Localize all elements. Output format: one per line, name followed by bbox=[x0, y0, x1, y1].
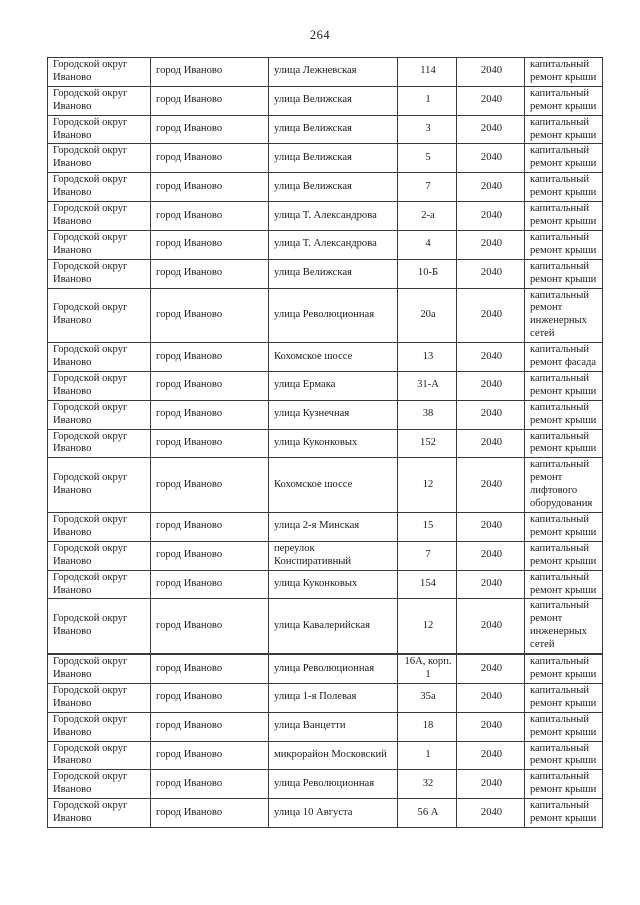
cell-street: улица Кузнечная bbox=[269, 400, 398, 429]
cell-house: 20а bbox=[398, 288, 457, 343]
cell-city: город Иваново bbox=[151, 202, 269, 231]
cell-year: 2040 bbox=[457, 202, 525, 231]
cell-street: переулок Конспиративный bbox=[269, 541, 398, 570]
cell-year: 2040 bbox=[457, 86, 525, 115]
table-body bbox=[48, 58, 603, 828]
cell-house: 31-А bbox=[398, 371, 457, 400]
cell-house: 1 bbox=[398, 741, 457, 770]
cell-district: Городской округ Иваново bbox=[48, 741, 151, 770]
cell-street: улица Революционная bbox=[269, 654, 398, 683]
cell-work: капитальный ремонт крыши bbox=[525, 173, 603, 202]
cell-district: Городской округ Иваново bbox=[48, 799, 151, 828]
cell-street: улица Велижская bbox=[269, 115, 398, 144]
cell-district: Городской округ Иваново bbox=[48, 599, 151, 654]
table-row bbox=[48, 429, 603, 458]
cell-district: Городской округ Иваново bbox=[48, 259, 151, 288]
cell-house: 13 bbox=[398, 343, 457, 372]
cell-year: 2040 bbox=[457, 599, 525, 654]
cell-street: улица 2-я Минская bbox=[269, 513, 398, 542]
table-row bbox=[48, 115, 603, 144]
table-row bbox=[48, 173, 603, 202]
cell-house: 32 bbox=[398, 770, 457, 799]
table-row bbox=[48, 541, 603, 570]
cell-work: капитальный ремонт крыши bbox=[525, 541, 603, 570]
cell-district: Городской округ Иваново bbox=[48, 770, 151, 799]
cell-street: улица Велижская bbox=[269, 173, 398, 202]
page-number: 264 bbox=[309, 28, 331, 42]
cell-street: улица Лежневская bbox=[269, 58, 398, 87]
cell-house: 18 bbox=[398, 712, 457, 741]
table-row bbox=[48, 599, 603, 654]
cell-work: капитальный ремонт крыши bbox=[525, 400, 603, 429]
cell-city: город Иваново bbox=[151, 58, 269, 87]
cell-street: улица Велижская bbox=[269, 144, 398, 173]
table-row bbox=[48, 799, 603, 828]
cell-house: 1 bbox=[398, 86, 457, 115]
table-row bbox=[48, 513, 603, 542]
cell-district: Городской округ Иваново bbox=[48, 173, 151, 202]
cell-district: Городской округ Иваново bbox=[48, 86, 151, 115]
cell-district: Городской округ Иваново bbox=[48, 288, 151, 343]
cell-street: улица Т. Александрова bbox=[269, 230, 398, 259]
cell-city: город Иваново bbox=[151, 144, 269, 173]
cell-street: микрорайон Московский bbox=[269, 741, 398, 770]
cell-district: Городской округ Иваново bbox=[48, 144, 151, 173]
cell-work: капитальный ремонт крыши bbox=[525, 770, 603, 799]
table-row bbox=[48, 570, 603, 599]
cell-year: 2040 bbox=[457, 799, 525, 828]
cell-city: город Иваново bbox=[151, 288, 269, 343]
cell-year: 2040 bbox=[457, 343, 525, 372]
cell-district: Городской округ Иваново bbox=[48, 115, 151, 144]
cell-work: капитальный ремонт крыши bbox=[525, 371, 603, 400]
cell-city: город Иваново bbox=[151, 683, 269, 712]
cell-work: капитальный ремонт крыши bbox=[525, 86, 603, 115]
cell-work: капитальный ремонт крыши bbox=[525, 570, 603, 599]
cell-house: 2-а bbox=[398, 202, 457, 231]
cell-work: капитальный ремонт фасада bbox=[525, 343, 603, 372]
cell-house: 38 bbox=[398, 400, 457, 429]
cell-district: Городской округ Иваново bbox=[48, 683, 151, 712]
cell-city: город Иваново bbox=[151, 400, 269, 429]
cell-year: 2040 bbox=[457, 513, 525, 542]
cell-district: Городской округ Иваново bbox=[48, 371, 151, 400]
cell-year: 2040 bbox=[457, 541, 525, 570]
cell-house: 35а bbox=[398, 683, 457, 712]
cell-city: город Иваново bbox=[151, 86, 269, 115]
cell-house: 7 bbox=[398, 173, 457, 202]
cell-street: улица Ванцетти bbox=[269, 712, 398, 741]
cell-house: 10-Б bbox=[398, 259, 457, 288]
cell-city: город Иваново bbox=[151, 799, 269, 828]
table-row bbox=[48, 458, 603, 513]
cell-city: город Иваново bbox=[151, 458, 269, 513]
table-row bbox=[48, 202, 603, 231]
cell-city: город Иваново bbox=[151, 741, 269, 770]
cell-street: улица Куконковых bbox=[269, 429, 398, 458]
cell-city: город Иваново bbox=[151, 541, 269, 570]
cell-district: Городской округ Иваново bbox=[48, 429, 151, 458]
cell-year: 2040 bbox=[457, 230, 525, 259]
cell-house: 152 bbox=[398, 429, 457, 458]
cell-work: капитальный ремонт крыши bbox=[525, 654, 603, 683]
cell-city: город Иваново bbox=[151, 173, 269, 202]
cell-year: 2040 bbox=[457, 259, 525, 288]
cell-district: Городской округ Иваново bbox=[48, 513, 151, 542]
cell-district: Городской округ Иваново bbox=[48, 58, 151, 87]
cell-city: город Иваново bbox=[151, 343, 269, 372]
cell-city: город Иваново bbox=[151, 712, 269, 741]
table-row bbox=[48, 86, 603, 115]
table-row bbox=[48, 712, 603, 741]
cell-city: город Иваново bbox=[151, 599, 269, 654]
cell-year: 2040 bbox=[457, 712, 525, 741]
cell-house: 56 А bbox=[398, 799, 457, 828]
cell-street: Кохомское шоссе bbox=[269, 343, 398, 372]
capital-repair-program-table bbox=[47, 57, 603, 828]
cell-house: 4 bbox=[398, 230, 457, 259]
table-row bbox=[48, 400, 603, 429]
cell-street: улица Революционная bbox=[269, 770, 398, 799]
cell-house: 5 bbox=[398, 144, 457, 173]
cell-district: Городской округ Иваново bbox=[48, 712, 151, 741]
cell-street: улица 1-я Полевая bbox=[269, 683, 398, 712]
cell-work: капитальный ремонт крыши bbox=[525, 741, 603, 770]
table-row bbox=[48, 288, 603, 343]
cell-year: 2040 bbox=[457, 144, 525, 173]
cell-house: 12 bbox=[398, 458, 457, 513]
cell-city: город Иваново bbox=[151, 570, 269, 599]
cell-house: 7 bbox=[398, 541, 457, 570]
cell-street: улица Велижская bbox=[269, 86, 398, 115]
cell-city: город Иваново bbox=[151, 429, 269, 458]
cell-street: улица 10 Августа bbox=[269, 799, 398, 828]
cell-house: 15 bbox=[398, 513, 457, 542]
cell-street: улица Велижская bbox=[269, 259, 398, 288]
cell-work: капитальный ремонт крыши bbox=[525, 115, 603, 144]
cell-street: улица Революционная bbox=[269, 288, 398, 343]
cell-year: 2040 bbox=[457, 371, 525, 400]
table-row bbox=[48, 343, 603, 372]
cell-street: улица Т. Александрова bbox=[269, 202, 398, 231]
cell-year: 2040 bbox=[457, 288, 525, 343]
cell-house: 3 bbox=[398, 115, 457, 144]
cell-year: 2040 bbox=[457, 115, 525, 144]
cell-year: 2040 bbox=[457, 458, 525, 513]
cell-work: капитальный ремонт крыши bbox=[525, 712, 603, 741]
cell-district: Городской округ Иваново bbox=[48, 654, 151, 683]
cell-work: капитальный ремонт крыши bbox=[525, 799, 603, 828]
cell-work: капитальный ремонт лифтового оборудования bbox=[525, 458, 603, 513]
cell-district: Городской округ Иваново bbox=[48, 458, 151, 513]
cell-year: 2040 bbox=[457, 741, 525, 770]
cell-work: капитальный ремонт крыши bbox=[525, 259, 603, 288]
cell-house: 114 bbox=[398, 58, 457, 87]
cell-work: капитальный ремонт крыши bbox=[525, 144, 603, 173]
table-row bbox=[48, 371, 603, 400]
table-row bbox=[48, 770, 603, 799]
cell-district: Городской округ Иваново bbox=[48, 400, 151, 429]
cell-district: Городской округ Иваново bbox=[48, 541, 151, 570]
cell-city: город Иваново bbox=[151, 259, 269, 288]
cell-work: капитальный ремонт инженерных сетей bbox=[525, 599, 603, 654]
table-row bbox=[48, 741, 603, 770]
cell-work: капитальный ремонт крыши bbox=[525, 202, 603, 231]
cell-city: город Иваново bbox=[151, 371, 269, 400]
cell-year: 2040 bbox=[457, 770, 525, 799]
cell-year: 2040 bbox=[457, 173, 525, 202]
cell-work: капитальный ремонт крыши bbox=[525, 230, 603, 259]
cell-year: 2040 bbox=[457, 570, 525, 599]
table-row bbox=[48, 683, 603, 712]
cell-city: город Иваново bbox=[151, 770, 269, 799]
cell-house: 12 bbox=[398, 599, 457, 654]
cell-city: город Иваново bbox=[151, 115, 269, 144]
cell-district: Городской округ Иваново bbox=[48, 570, 151, 599]
table-row bbox=[48, 230, 603, 259]
cell-year: 2040 bbox=[457, 429, 525, 458]
cell-street: улица Куконковых bbox=[269, 570, 398, 599]
cell-district: Городской округ Иваново bbox=[48, 202, 151, 231]
cell-work: капитальный ремонт крыши bbox=[525, 513, 603, 542]
cell-work: капитальный ремонт крыши bbox=[525, 429, 603, 458]
cell-year: 2040 bbox=[457, 683, 525, 712]
table-row bbox=[48, 144, 603, 173]
cell-district: Городской округ Иваново bbox=[48, 343, 151, 372]
cell-street: Кохомское шоссе bbox=[269, 458, 398, 513]
cell-work: капитальный ремонт крыши bbox=[525, 58, 603, 87]
table-row bbox=[48, 58, 603, 87]
cell-house: 16А, корп. 1 bbox=[398, 654, 457, 683]
cell-city: город Иваново bbox=[151, 230, 269, 259]
table-row bbox=[48, 259, 603, 288]
cell-street: улица Кавалерийская bbox=[269, 599, 398, 654]
cell-city: город Иваново bbox=[151, 513, 269, 542]
cell-year: 2040 bbox=[457, 654, 525, 683]
cell-house: 154 bbox=[398, 570, 457, 599]
cell-work: капитальный ремонт крыши bbox=[525, 683, 603, 712]
cell-district: Городской округ Иваново bbox=[48, 230, 151, 259]
cell-work: капитальный ремонт инженерных сетей bbox=[525, 288, 603, 343]
cell-city: город Иваново bbox=[151, 654, 269, 683]
cell-street: улица Ермака bbox=[269, 371, 398, 400]
table-row bbox=[48, 654, 603, 683]
cell-year: 2040 bbox=[457, 58, 525, 87]
cell-year: 2040 bbox=[457, 400, 525, 429]
